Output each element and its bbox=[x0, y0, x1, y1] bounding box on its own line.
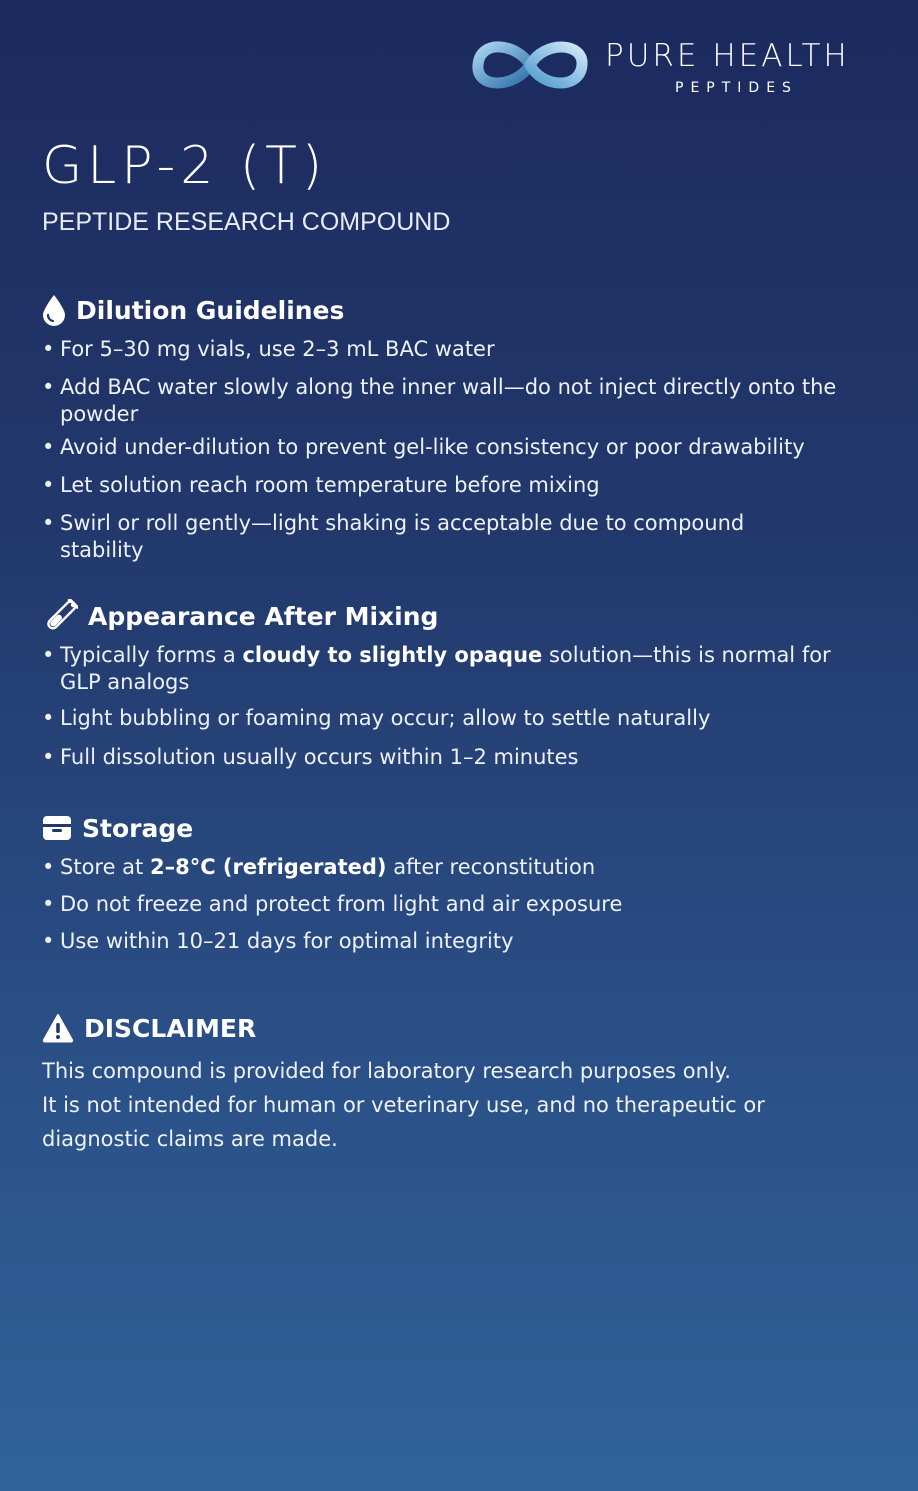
dilution-section bbox=[42, 290, 882, 564]
appearance-title: Appearance After Mixing bbox=[88, 601, 439, 631]
dilution-list bbox=[42, 336, 882, 564]
list-item: • Let solution reach room temperature before mixing bbox=[42, 472, 882, 499]
appearance-header bbox=[42, 596, 882, 636]
storage-title: Storage bbox=[82, 813, 194, 843]
list-item: • Swirl or roll gently—light shaking is acceptable due to compound stability bbox=[42, 510, 882, 564]
disclaimer-title: DISCLAIMER bbox=[84, 1013, 257, 1043]
appearance-list bbox=[42, 642, 882, 771]
infinity-loop-icon bbox=[470, 28, 590, 102]
list-item bbox=[42, 642, 882, 696]
list-item-text: Store at bbox=[60, 855, 150, 879]
list-item: • Full dissolution usually occurs within 1–2 minutes bbox=[42, 744, 882, 771]
dilution-header bbox=[42, 290, 882, 330]
brand-name: PURE HEALTH bbox=[605, 38, 850, 74]
product-title: GLP-2 (T) bbox=[42, 136, 328, 196]
disclaimer-section bbox=[42, 1008, 882, 1156]
appearance-section bbox=[42, 596, 882, 771]
storage-header bbox=[42, 808, 882, 848]
warning-triangle-icon bbox=[42, 1013, 74, 1043]
list-item: • Light bubbling or foaming may occur; allow to settle naturally bbox=[42, 705, 882, 732]
list-item: • Use within 10–21 days for optimal integrity bbox=[42, 928, 882, 955]
disclaimer-header bbox=[42, 1008, 882, 1048]
list-item: • Do not freeze and protect from light and air exposure bbox=[42, 891, 882, 918]
disclaimer-line-2: It is not intended for human or veterinary use, and no therapeutic or diagnostic claims are made. bbox=[42, 1093, 765, 1151]
storage-box-icon bbox=[42, 814, 72, 842]
test-tube-icon bbox=[42, 599, 78, 633]
list-item-text: after reconstitution bbox=[386, 855, 596, 879]
brand-logo bbox=[470, 28, 890, 108]
dilution-title: Dilution Guidelines bbox=[76, 295, 345, 325]
list-item-text: solution—this is normal for GLP analogs bbox=[60, 643, 831, 694]
storage-list bbox=[42, 854, 882, 955]
list-item: • Avoid under-dilution to prevent gel-like consistency or poor drawability bbox=[42, 434, 882, 461]
product-subtitle: PEPTIDE RESEARCH COMPOUND bbox=[42, 208, 451, 236]
list-item-bold: 2–8°C (refrigerated) bbox=[149, 855, 387, 879]
list-item: • Add BAC water slowly along the inner wall—do not inject directly onto the powder bbox=[42, 374, 882, 428]
list-item-text: Typically forms a bbox=[60, 643, 243, 667]
list-item: • For 5–30 mg vials, use 2–3 mL BAC water bbox=[42, 336, 882, 363]
disclaimer-line-1: This compound is provided for laboratory research purposes only. bbox=[42, 1059, 731, 1083]
list-item-bold: cloudy to slightly opaque bbox=[242, 643, 543, 667]
water-drop-icon bbox=[42, 294, 66, 326]
brand-subtitle: PEPTIDES bbox=[675, 80, 798, 96]
storage-section bbox=[42, 808, 882, 955]
list-item bbox=[42, 854, 882, 881]
